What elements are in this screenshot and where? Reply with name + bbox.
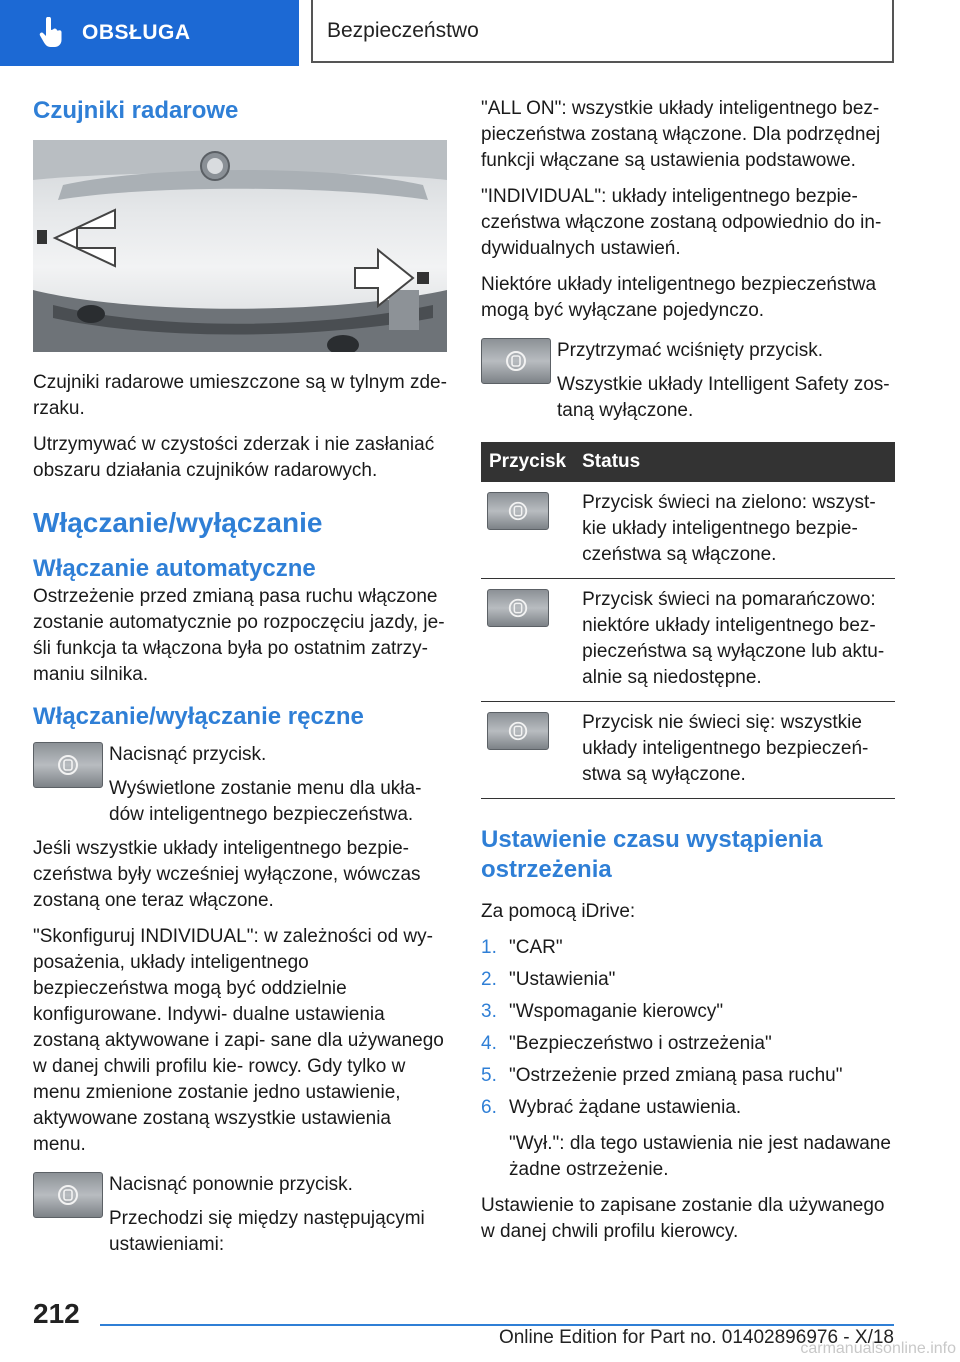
auto-heading: Włączanie automatyczne xyxy=(33,555,316,582)
wyl-note-text: "Wył.": dla tego ustawienia nie jest nadawane żadne ostrzeżenie. xyxy=(509,1133,891,1180)
safety-button-icon[interactable] xyxy=(33,1172,103,1218)
list-item: 1. "CAR" xyxy=(481,937,563,958)
timing-heading: Ustawienie czasu wystąpienia ostrzeżenia xyxy=(481,826,823,883)
section-title: Bezpieczeństwo xyxy=(311,0,894,63)
radar-location-text: Czujniki radarowe umieszczone są w tylnym zde- rzaku. xyxy=(33,372,447,419)
configure-text: "Skonfiguruj INDIVIDUAL": w zależności od wy- posażenia, układy inteligentnego bezpieczeństwa mogą być oddzielnie konfigurowane. Indywi- dualne ustawienia zostaną aktywowane i zapi- sane dla używanego w danej chwili profilu kie- rowcy. Gdy tylko w menu zmienione zostanie jedno ustawienie, aktywowane zostaną wszystkie ustawienia menu. xyxy=(33,926,444,1155)
status-green-text: Przycisk świeci na zielono: wszyst- kie układy inteligentnego bezpie- czeństwa są włączone. xyxy=(574,482,895,579)
radar-clean-text: Utrzymywać w czystości zderzak i nie zasłaniać obszaru działania czujników radarowych. xyxy=(33,434,435,481)
hold-button-instruction xyxy=(481,338,897,432)
safety-button-icon[interactable] xyxy=(481,338,551,384)
status-off-text: Przycisk nie świeci się: wszystkie układy inteligentnego bezpieczeń- stwa są wyłączone. xyxy=(574,702,895,799)
table-row xyxy=(481,579,895,702)
watermark-text: carmanualsonline.info xyxy=(800,1340,956,1357)
page-number: 212 xyxy=(33,1298,80,1329)
press-button-instruction xyxy=(33,742,449,836)
all-off-text: Wszystkie układy Intelligent Safety zos- taną wyłączone. xyxy=(557,374,890,421)
safety-button-off-icon xyxy=(487,712,549,750)
auto-text: Ostrzeżenie przed zmianą pasa ruchu włączone zostanie automatycznie po rozpoczęciu jazdy, je- śli funkcja ta włączona była po ostatnim zatrzy- maniu silnika. xyxy=(33,586,445,685)
hand-pointer-icon xyxy=(38,17,64,49)
some-single-text: Niektóre układy inteligentnego bezpieczeństwa mogą być wyłączane pojedynczo. xyxy=(481,274,877,321)
car-rear-photo xyxy=(33,140,447,352)
menu-shown-text: Wyświetlone zostanie menu dla ukła- dów inteligentnego bezpieczeństwa. xyxy=(109,778,422,825)
list-item: 4. "Bezpieczeństwo i ostrzeżenia" xyxy=(481,1033,772,1054)
via-idrive-text: Za pomocą iDrive: xyxy=(481,901,636,922)
saved-note-text: Ustawienie to zapisane zostanie dla używanego w danej chwili profilu kierowcy. xyxy=(481,1195,885,1242)
list-item: 3. "Wspomaganie kierowcy" xyxy=(481,1001,724,1022)
list-item: 2. "Ustawienia" xyxy=(481,969,616,990)
press-again-text: Nacisnąć ponownie przycisk. xyxy=(109,1174,353,1195)
safety-button-icon[interactable] xyxy=(33,742,103,788)
safety-button-green-icon xyxy=(487,492,549,530)
chapter-tab[interactable] xyxy=(0,0,299,66)
manual-heading: Włączanie/wyłączanie ręczne xyxy=(33,703,364,730)
table-header-status: Status xyxy=(574,442,895,482)
table-row xyxy=(481,482,895,579)
edition-text: Online Edition for Part no. 01402896976 - X/18 xyxy=(498,1327,894,1348)
right-column xyxy=(481,96,897,1255)
press-btn-text: Nacisnąć przycisk. xyxy=(109,744,267,765)
radar-heading: Czujniki radarowe xyxy=(33,97,239,124)
safety-button-orange-icon xyxy=(487,589,549,627)
status-orange-text: Przycisk świeci na pomarańczowo: niektóre układy inteligentnego bez- pieczeństwa są wyłączone lub aktu- alnie są niedostępne. xyxy=(574,579,895,702)
table-row xyxy=(481,702,895,799)
onoff-heading: Włączanie/wyłączanie xyxy=(33,507,323,538)
left-column xyxy=(33,96,449,1266)
steps-list xyxy=(481,935,897,1121)
toggles-text: Przechodzi się między następującymi ustawieniami: xyxy=(109,1208,425,1255)
hold-btn-text: Przytrzymać wciśnięty przycisk. xyxy=(557,340,824,361)
all-on-text: "ALL ON": wszystkie układy inteligentnego bez- pieczeństwa zostaną włączone. Dla podrzędnej funkcji włączane są ustawienia podstawowe. xyxy=(481,98,881,171)
chapter-label: OBSŁUGA xyxy=(82,21,191,44)
individual-text: "INDIVIDUAL": układy inteligentnego bezpie- czeństwa włączone zostaną odpowiednio do in- dywidualnych ustawień. xyxy=(481,186,882,259)
list-item: 5. "Ostrzeżenie przed zmianą pasa ruchu" xyxy=(481,1065,843,1086)
footer-divider xyxy=(100,1324,894,1326)
list-item: 6. Wybrać żądane ustawienia. xyxy=(481,1097,742,1118)
status-table xyxy=(481,442,895,799)
if-all-off-text: Jeśli wszystkie układy inteligentnego bezpie- czeństwa były wcześniej wyłączone, wówczas zostaną one teraz włączone. xyxy=(33,838,421,911)
press-again-instruction xyxy=(33,1172,449,1266)
table-header-button: Przycisk xyxy=(481,442,574,482)
